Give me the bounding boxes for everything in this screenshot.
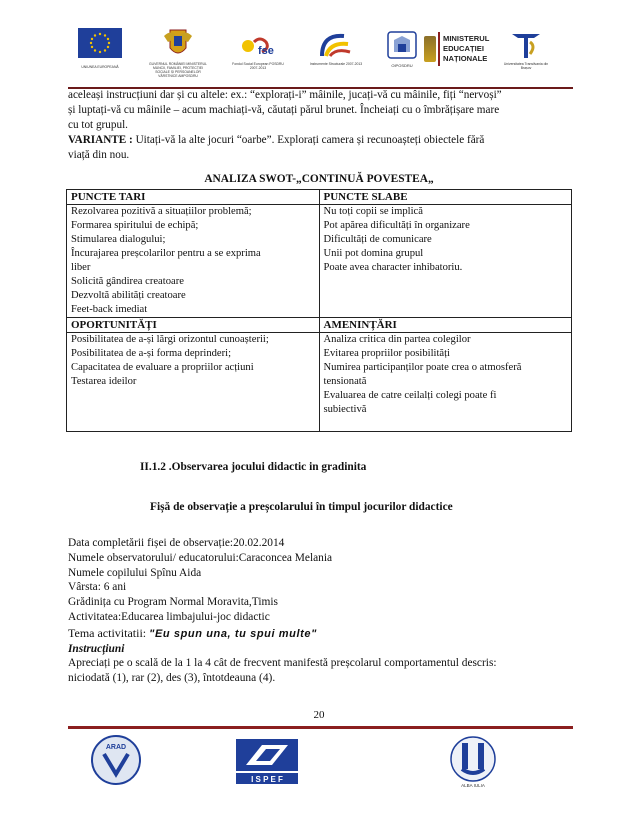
puncte-slabe-cell	[319, 205, 572, 318]
romania-coat-logo	[150, 28, 206, 80]
ministerul-educatiei-logo	[420, 28, 492, 80]
swot-header-row	[67, 318, 572, 333]
arad-label: ARAD	[105, 744, 127, 751]
fse-logo	[232, 28, 284, 80]
amenintari-cell	[319, 333, 572, 432]
list-item: liber	[71, 262, 91, 273]
list-item: Stimularea dialogului;	[71, 234, 166, 245]
info-date: Data completării fișei de observație:20.02.2014	[68, 537, 285, 549]
intro-line: și luptați-vă cu mâinile – acum machiați-vă, căutați părul brunet. Încheiați cu o îmbrățișare mare	[68, 104, 500, 116]
alba-iulia-crest-icon	[436, 733, 510, 789]
list-item: Formarea spiritului de echipă;	[71, 220, 199, 231]
intro-line: cu tot grupul.	[68, 119, 128, 131]
list-item: Evaluarea de catre ceilalți colegi poate fi	[323, 390, 497, 401]
swot-title: ANALIZA SWOT-„CONTINUĂ POVESTEA„	[204, 173, 434, 185]
variante-line-2: viață din nou.	[68, 149, 130, 161]
list-item: Poate avea character inhibatoriu.	[323, 262, 463, 273]
swot-header-row	[67, 190, 572, 205]
variante-label: VARIANTE :	[68, 134, 133, 146]
instructions-line: Apreciați pe o scală de la 1 la 4 cât de frecvent manifestă preșcolarul comportamentul descris:	[68, 657, 497, 670]
list-item: Rezolvarea pozitivă a situațiilor problemă;	[71, 206, 252, 217]
svg-text:fse: fse	[258, 45, 274, 57]
eu-flag-icon	[78, 28, 122, 60]
list-item: Solicită gândirea creatoare	[71, 276, 184, 287]
ministry-line2: EDUCAȚIEI	[443, 44, 484, 53]
ispef-logo	[232, 737, 302, 785]
list-item: Evitarea propriilor posibilități	[323, 348, 451, 359]
section-heading: II.1.2 .Observarea jocului didactic in gradinita	[140, 461, 367, 473]
variante-text: Uitați-vă la alte jocuri “oarbe”. Explorați camera și recunoașteți obiectele fără	[132, 134, 485, 146]
arad-crest-icon	[90, 734, 142, 786]
intro-paragraph	[68, 88, 570, 163]
list-item: Numirea participanților poate crea o atmosferă	[323, 362, 522, 373]
oiposdru-caption: OIPOSDRU	[391, 63, 413, 68]
instrumente-structurale-logo	[308, 28, 364, 80]
list-item: subiectivă	[323, 404, 367, 415]
list-item: Analiza critica din partea colegilor	[323, 334, 471, 345]
instructions-line: niciodată (1), rar (2), des (3), întotdeauna (4).	[68, 672, 276, 685]
coat-caption: GUVERNUL ROMÂNIEI MINISTERUL MUNCII, FAMILIEI, PROTECȚIEI SOCIALE ȘI PERSOANELOR VÂRSTNICE AMPOSDRU	[149, 62, 207, 78]
instructions-label-text: Instrucțiuni	[68, 642, 125, 655]
list-item: Testarea ideilor	[71, 376, 137, 387]
coat-of-arms-icon	[150, 28, 206, 62]
ministry-crest-icon	[424, 36, 436, 62]
oiposdru-logo	[380, 28, 424, 80]
puncte-slabe-header: PUNCTE SLABE	[319, 190, 572, 205]
intro-line: aceleași instrucțiuni dar și cu altele: ex.: “explorați-i” mâinile, jucați-vă cu mâinile, fiți “nervoși”	[68, 89, 502, 101]
list-item: Pot apărea dificultăți în organizare	[323, 220, 470, 231]
ministry-divider	[438, 32, 440, 66]
swot-row	[67, 333, 572, 432]
university-caption: Universitatea Transilvania din Brașov	[503, 62, 549, 70]
arad-university-logo	[90, 734, 142, 786]
oportunitati-cell	[67, 333, 320, 432]
list-item: Nu toți copii se implică	[323, 206, 423, 217]
ministry-name	[443, 34, 489, 64]
sheet-title: Fișă de observație a preșcolarului în timpul jocurilor didactice	[150, 501, 453, 513]
theme-value: "Eu spun una, tu spui multe"	[149, 627, 317, 640]
fse-icon	[232, 28, 284, 62]
swot-table	[66, 189, 572, 432]
observation-info	[68, 536, 573, 686]
list-item: Posibilitatea de a-și forma deprinderi;	[71, 348, 232, 359]
oiposdru-icon	[380, 28, 424, 64]
university-crest-icon	[506, 28, 546, 62]
info-activity: Activitatea:Educarea limbajului-joc didactic	[68, 610, 270, 623]
is-caption: Instrumente Structurale 2007-2013	[309, 62, 363, 66]
list-item: tensionată	[323, 376, 367, 387]
alba-iulia-university-logo	[436, 733, 510, 789]
swot-row	[67, 205, 572, 318]
info-age: Vârsta: 6 ani	[68, 581, 127, 594]
eu-caption: UNIUNEA EUROPEANĂ	[81, 65, 119, 69]
ispef-icon	[232, 737, 302, 785]
amenintari-header: AMENINȚĂRI	[319, 318, 572, 333]
footer-rule	[68, 726, 573, 729]
list-item: Unii pot domina grupul	[323, 248, 424, 259]
ministry-line3: NAȚIONALE	[443, 54, 488, 63]
puncte-tari-cell	[67, 205, 320, 318]
info-observer: Numele observatorului/ educatorului:Caraconcea Melania	[68, 551, 333, 564]
list-item: Posibilitatea de a-și lărgi orizontul cunoașterii;	[71, 334, 269, 345]
list-item: Dezvoltă abilități creatoare	[71, 290, 186, 301]
list-item: Dificultăți de comunicare	[323, 234, 432, 245]
theme-label: Tema activitatii:	[68, 625, 150, 640]
eu-flag-logo	[78, 28, 122, 80]
structural-funds-icon	[308, 28, 364, 62]
list-item: Capacitatea de evaluare a propriilor acțiuni	[71, 362, 254, 373]
oportunitati-header: OPORTUNITĂȚI	[67, 318, 320, 333]
ministry-line1: MINISTERUL	[443, 34, 490, 43]
fse-caption: Fondul Social European POSDRU 2007-2013	[232, 62, 284, 70]
puncte-tari-header: PUNCTE TARI	[67, 190, 320, 205]
alba-label: ALBA IULIA	[461, 783, 485, 788]
info-theme	[68, 626, 573, 642]
variante-line	[68, 133, 570, 148]
instructions-label	[68, 642, 573, 657]
university-logo	[503, 28, 549, 80]
info-child: Numele copilului Spînu Aida	[68, 566, 202, 579]
ispef-label: I S P E F	[251, 775, 283, 784]
page-number: 20	[313, 709, 325, 721]
list-item: Încurajarea preșcolarilor pentru a se exprima	[71, 248, 261, 259]
info-kindergarten: Grădinița cu Program Normal Moravita,Timis	[68, 596, 278, 609]
list-item: Feet-back imediat	[71, 304, 148, 315]
